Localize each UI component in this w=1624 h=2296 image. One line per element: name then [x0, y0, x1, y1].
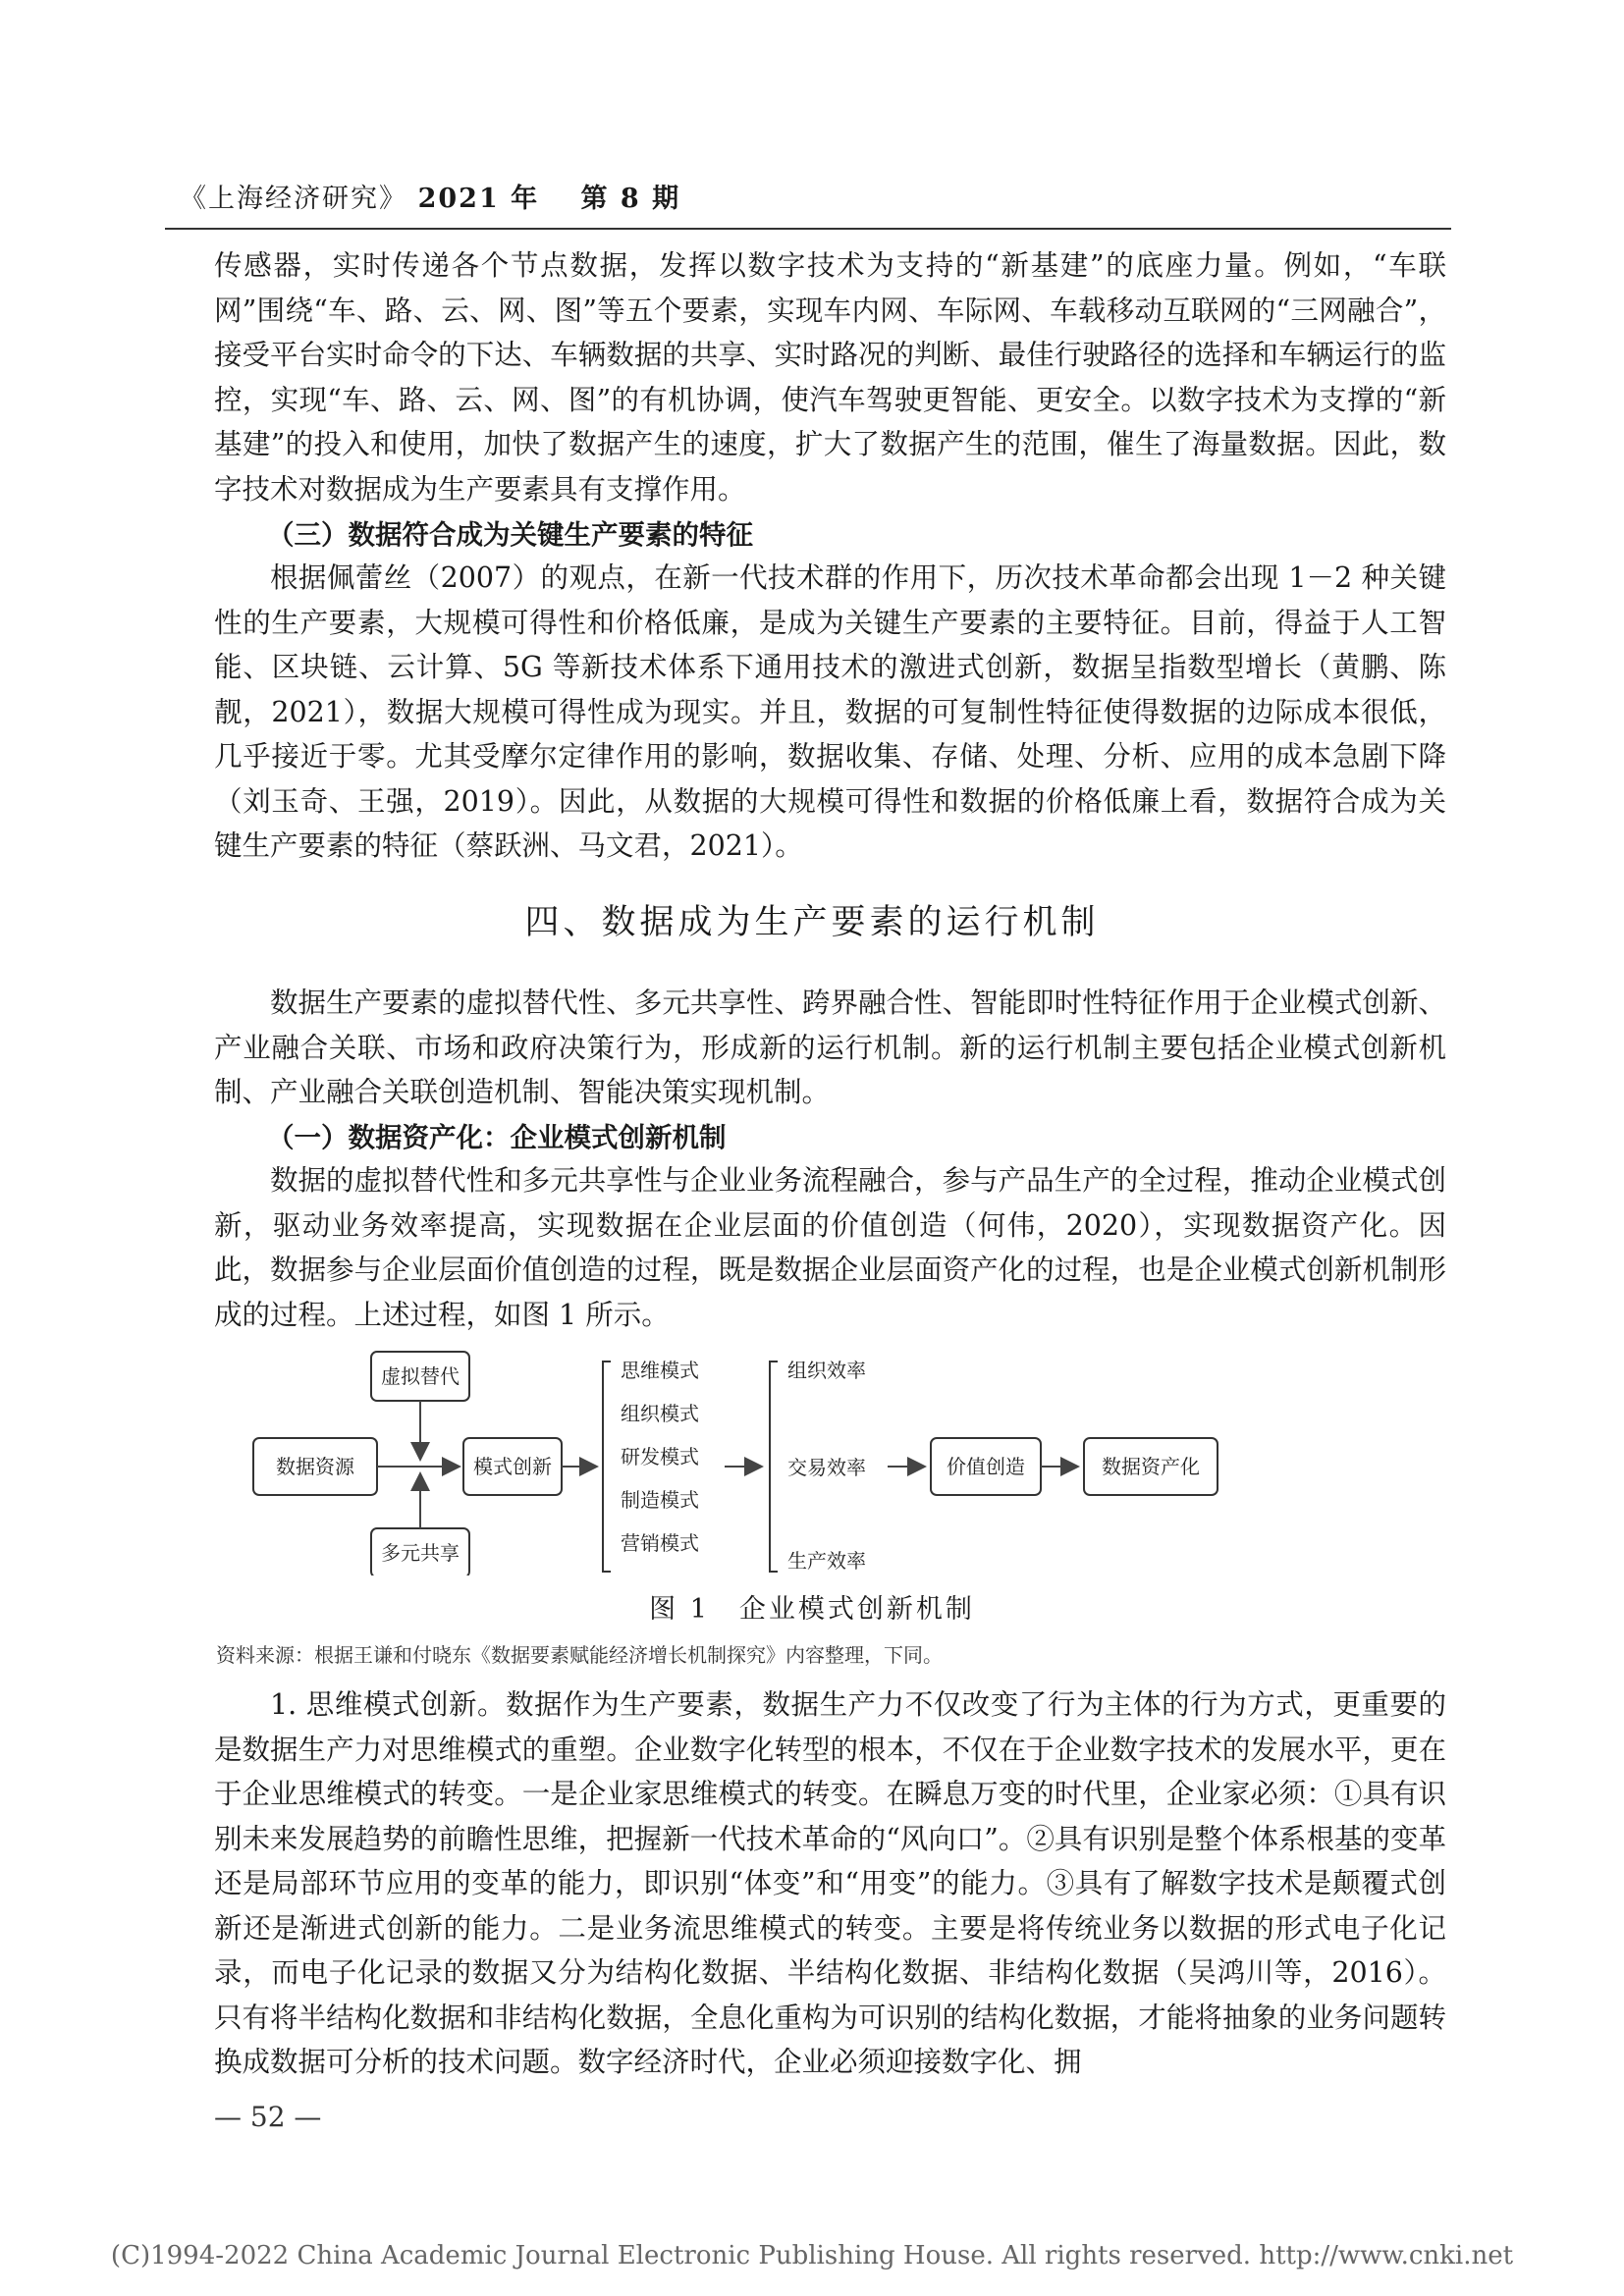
efficiency-item-2: 交易效率 — [787, 1456, 866, 1479]
figure-source-note: 资料来源：根据王谦和付晓东《数据要素赋能经济增长机制探究》内容整理，下同。 — [216, 1643, 943, 1667]
box-virtual-substitution — [371, 1352, 469, 1401]
bracket-modes — [603, 1362, 611, 1572]
section-heading-4: 四、数据成为生产要素的运行机制 — [524, 903, 1100, 942]
paragraph-4: 数据的虚拟替代性和多元共享性与企业业务流程融合，参与产品生产的全过程，推动企业模式创新，驱动业务效率提高，实现数据在企业层面的价值创造（何伟，2020），实现数据资产化。因此，数据参与企业层面价值创造的过程，既是数据企业层面资产化的过程，也是企业模式创新机制形成的过程。上述过程，如图 1 所示。 — [214, 1164, 1446, 1331]
box-value-creation — [931, 1438, 1041, 1495]
box-data-asset — [1084, 1438, 1218, 1495]
box-virtual-label: 虚拟替代 — [381, 1364, 460, 1388]
efficiency-item-1: 组织效率 — [787, 1359, 866, 1382]
paragraph-5: 1. 思维模式创新。数据作为生产要素，数据生产力不仅改变了行为主体的行为方式，更重要的是数据生产力对思维模式的重塑。企业数字化转型的根本，不仅在于企业数字技术的发展水平，更在于企业思维模式的转变。一是企业家思维模式的转变。在瞬息万变的时代里，企业家必须：①具有识别未来发展趋势的前瞻性思维，把握新一代技术革命的“风向口”。②具有识别是整个体系根基的变革还是局部环节应用的变革的能力，即识别“体变”和“用变”的能力。③具有了解数字技术是颠覆式创新还是渐进式创新的能力。二是业务流思维模式的转变。主要是将传统业务以数据的形式电子化记录，而电子化记录的数据又分为结构化数据、半结构化数据、非结构化数据（吴鸿川等，2016）。只有将半结构化数据和非结构化数据，全息化重构为可识别的结构化数据，才能将抽象的业务问题转换成数据可分析的技术问题。数字经济时代，企业必须迎接数字化、拥 — [214, 1688, 1446, 2078]
box-mode-innovation-label: 模式创新 — [473, 1455, 552, 1478]
box-shared-label: 多元共享 — [381, 1541, 460, 1565]
mode-item-4: 制造模式 — [621, 1488, 699, 1512]
journal-name: 《上海经济研究》 — [180, 184, 407, 214]
paragraph-1: 传感器，实时传递各个节点数据，发挥以数字技术为支持的“新基建”的底座力量。例如，“车联网”围绕“车、路、云、网、图”等五个要素，实现车内网、车际网、车载移动互联网的“三网融合”，接受平台实时命令的下达、车辆数据的共享、实时路况的判断、最佳行驶路径的选择和车辆运行的监控，实现“车、路、云、网、图”的有机协调，使汽车驾驶更智能、更安全。以数字技术为支撑的“新基建”的投入和使用，加快了数据产生的速度，扩大了数据产生的范围，催生了海量数据。因此，数字技术对数据成为生产要素具有支撑作用。 — [214, 249, 1446, 506]
mode-item-1: 思维模式 — [621, 1359, 699, 1382]
subheading-1: （一）数据资产化：企业模式创新机制 — [267, 1122, 727, 1153]
page-number: — 52 — — [214, 2101, 322, 2133]
mode-item-2: 组织模式 — [621, 1402, 699, 1425]
box-mode-innovation — [463, 1438, 562, 1495]
mode-item-3: 研发模式 — [621, 1445, 699, 1468]
box-shared — [371, 1528, 469, 1575]
box-data-resource-label: 数据资源 — [276, 1455, 354, 1478]
figure-1-diagram — [236, 1340, 1414, 1575]
paragraph-3: 数据生产要素的虚拟替代性、多元共享性、跨界融合性、智能即时性特征作用于企业模式创新、产业融合关联、市场和政府决策行为，形成新的运行机制。新的运行机制主要包括企业模式创新机制、产业融合关联创造机制、智能决策实现机制。 — [214, 987, 1446, 1108]
figure-1-caption: 图 1 企业模式创新机制 — [649, 1594, 975, 1625]
bracket-efficiency — [770, 1362, 778, 1572]
running-header — [180, 177, 680, 215]
header-rule — [165, 228, 1451, 230]
box-data-resource — [253, 1438, 377, 1495]
efficiency-item-3: 生产效率 — [787, 1549, 866, 1573]
cnki-footer: (C)1994-2022 China Academic Journal Electronic Publishing House. All rights reserved. http://www.cnki.net — [110, 2241, 1514, 2270]
box-value-creation-label: 价值创造 — [947, 1455, 1025, 1478]
journal-issue: 第 8 期 — [580, 184, 681, 214]
paragraph-2: 根据佩蕾丝（2007）的观点，在新一代技术群的作用下，历次技术革命都会出现 1－2 种关键性的生产要素，大规模可得性和价格低廉，是成为关键生产要素的主要特征。目前，得益于人工智能、区块链、云计算、5G 等新技术体系下通用技术的激进式创新，数据呈指数型增长（黄鹏、陈靓，2021），数据大规模可得性成为现实。并且，数据的可复制性特征使得数据的边际成本很低，几乎接近于零。尤其受摩尔定律作用的影响，数据收集、存储、处理、分析、应用的成本急剧下降（刘玉奇、王强，2019）。因此，从数据的大规模可得性和数据的价格低廉上看，数据符合成为关键生产要素的特征（蔡跃洲、马文君，2021）。 — [214, 561, 1446, 862]
mode-item-5: 营销模式 — [621, 1531, 699, 1555]
subheading-3: （三）数据符合成为关键生产要素的特征 — [267, 519, 753, 551]
box-data-asset-label: 数据资产化 — [1102, 1455, 1200, 1478]
journal-year: 2021 年 — [417, 184, 540, 214]
